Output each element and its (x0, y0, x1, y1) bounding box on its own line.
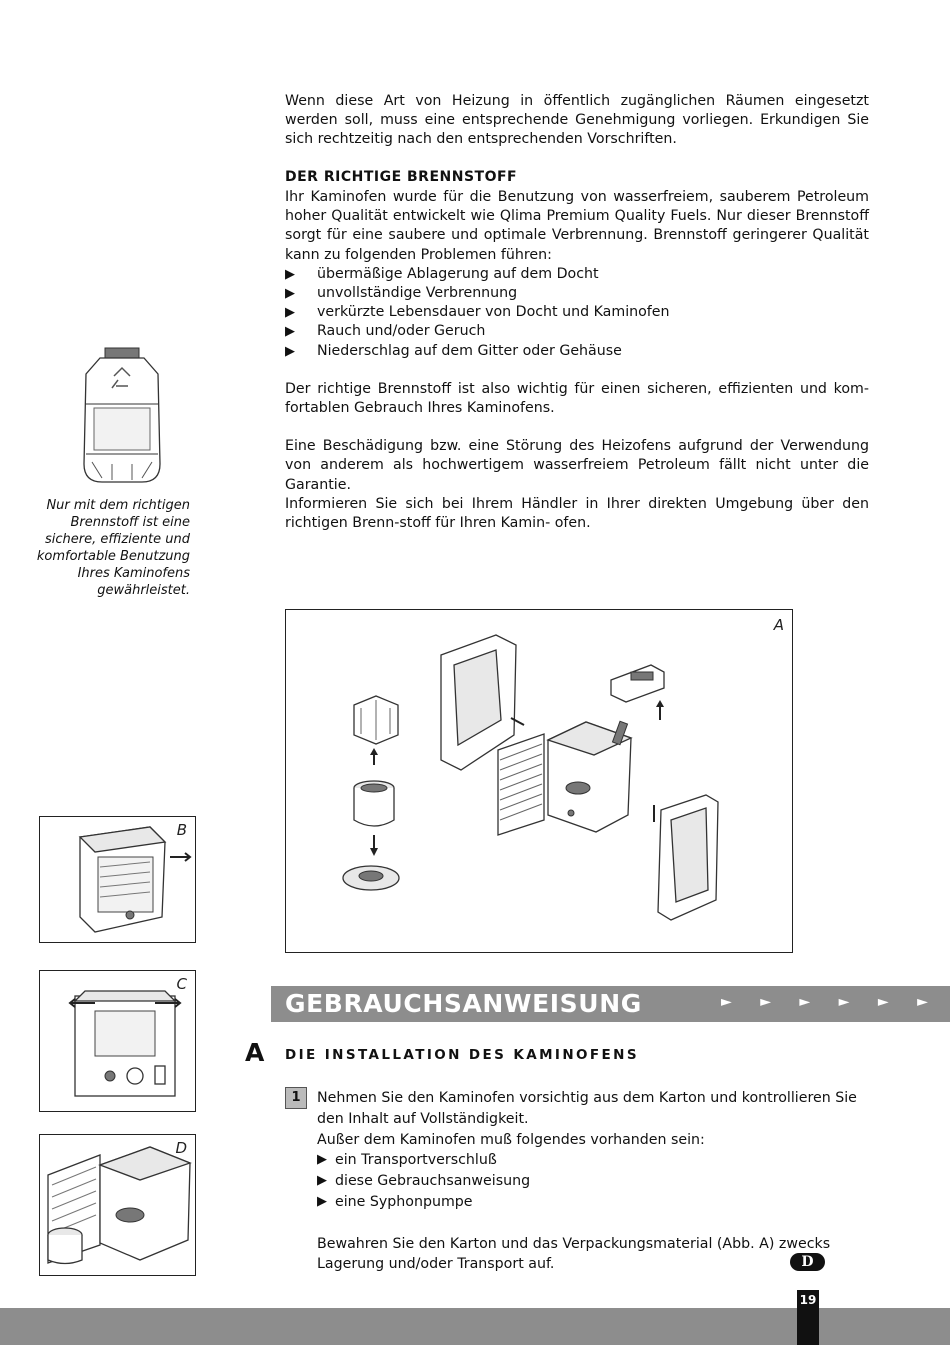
arrows-icon: ► ► ► ► ► ► (721, 994, 940, 1010)
right-triangle-icon: ▶ (285, 324, 295, 340)
section-subheading: DIE INSTALLATION DES KAMINOFENS (285, 1047, 639, 1063)
fuel-paragraph: Ihr Kaminofen wurde für die Benutzung von wasserfreiem, sauberem Petroleum hoher Qualität entwickelt wie Qlima Premium Quality Fuels. Nur dieser Brennstoff sorgt für eine saubere und optimale Verbrennung. Brennstoff geringerer Qualität kann zu folgenden Problemen führen: (285, 189, 869, 263)
list-item: ▶ diese Gebrauchsanweisung (317, 1171, 869, 1192)
list-item: ▶ verkürzte Lebensdauer von Docht und Kaminofen (285, 303, 869, 322)
stove-parts-illustration (286, 610, 792, 952)
list-item: ▶ Rauch und/oder Geruch (285, 322, 869, 341)
right-triangle-icon: ▶ (285, 343, 295, 359)
page-number: 19 (797, 1290, 819, 1345)
step-1-paragraph-2: Außer dem Kaminofen muß folgendes vorhanden sein: (317, 1131, 705, 1148)
step-number: 1 (285, 1087, 307, 1109)
figure-c (39, 970, 196, 1112)
figure-label-b: B (176, 821, 187, 839)
list-item: ▶ unvollständige Verbrennung (285, 284, 869, 303)
right-triangle-icon: ▶ (317, 1193, 327, 1209)
right-triangle-icon: ▶ (317, 1152, 327, 1168)
list-item: ▶ Niederschlag auf dem Gitter oder Gehäuse (285, 342, 869, 361)
fuel-canister-icon (72, 344, 172, 489)
transport-lock-removal-illustration (40, 971, 195, 1111)
fuel-paragraph-3: Eine Beschädigung bzw. eine Störung des Heizofens aufgrund der Verwendung von anderem als hochwertigem wasserfreiem Petroleum fällt nicht unter die Garantie. (285, 438, 869, 493)
figure-d (39, 1134, 196, 1276)
section-letter: A (245, 1038, 265, 1067)
fuel-problem-list (285, 265, 869, 361)
fuel-paragraph-2: Der richtige Brennstoff ist also wichtig für einen sicheren, effizienten und kom-fortablen Gebrauch Ihres Kaminofens. (285, 380, 869, 417)
fuel-paragraph-4: Informieren Sie sich bei Ihrem Händler in Ihrer direkten Umgebung über den richtigen Brenn-stoff für Ihren Kamin- ofen. (285, 495, 869, 532)
intro-paragraph: Wenn diese Art von Heizung in öffentlich zugänglichen Räumen eingesetzt werden soll, muss eine entsprechende Genehmigung vorliegen. Erkundigen Sie sich rechtzeitig nach den entsprechenden Vorschriften. (285, 93, 869, 148)
figure-label-c: C (176, 975, 187, 993)
figure-label-d: D (175, 1139, 187, 1157)
burner-installation-illustration (40, 1135, 195, 1275)
step-1-paragraph-3: Bewahren Sie den Karton und das Verpackungsmaterial (Abb. A) zwecks Lagerung und/oder Transport auf. (317, 1235, 831, 1273)
figure-a (285, 609, 793, 953)
language-badge: D (790, 1253, 825, 1271)
right-triangle-icon: ▶ (285, 286, 295, 302)
stove-grille-removal-illustration (40, 817, 195, 942)
right-triangle-icon: ▶ (317, 1173, 327, 1189)
right-triangle-icon: ▶ (285, 305, 295, 321)
canister-caption: Nur mit dem richtigen Brennstoff ist eine sichere, effiziente und komfortable Benutzung Ihres Kaminofens gewährleistet. (36, 498, 190, 598)
step-1-paragraph: Nehmen Sie den Kaminofen vorsichtig aus dem Karton und kontrollieren Sie den Inhalt auf Vollständigkeit. (317, 1090, 857, 1127)
section-title: GEBRAUCHSANWEISUNG (285, 989, 642, 1018)
figure-b (39, 816, 196, 943)
fuel-section (285, 188, 869, 533)
fuel-heading: DER RICHTIGE BRENNSTOFF (285, 169, 518, 185)
figure-label-a: A (773, 616, 784, 634)
list-item: ▶ eine Syphonpumpe (317, 1192, 869, 1213)
section-title-bar (271, 986, 950, 1022)
list-item: ▶ ein Transportverschluß (317, 1150, 869, 1171)
step-1-text (317, 1088, 869, 1275)
included-items-list (317, 1150, 869, 1212)
right-triangle-icon: ▶ (285, 266, 295, 282)
list-item: ▶ übermäßige Ablagerung auf dem Docht (285, 265, 869, 284)
